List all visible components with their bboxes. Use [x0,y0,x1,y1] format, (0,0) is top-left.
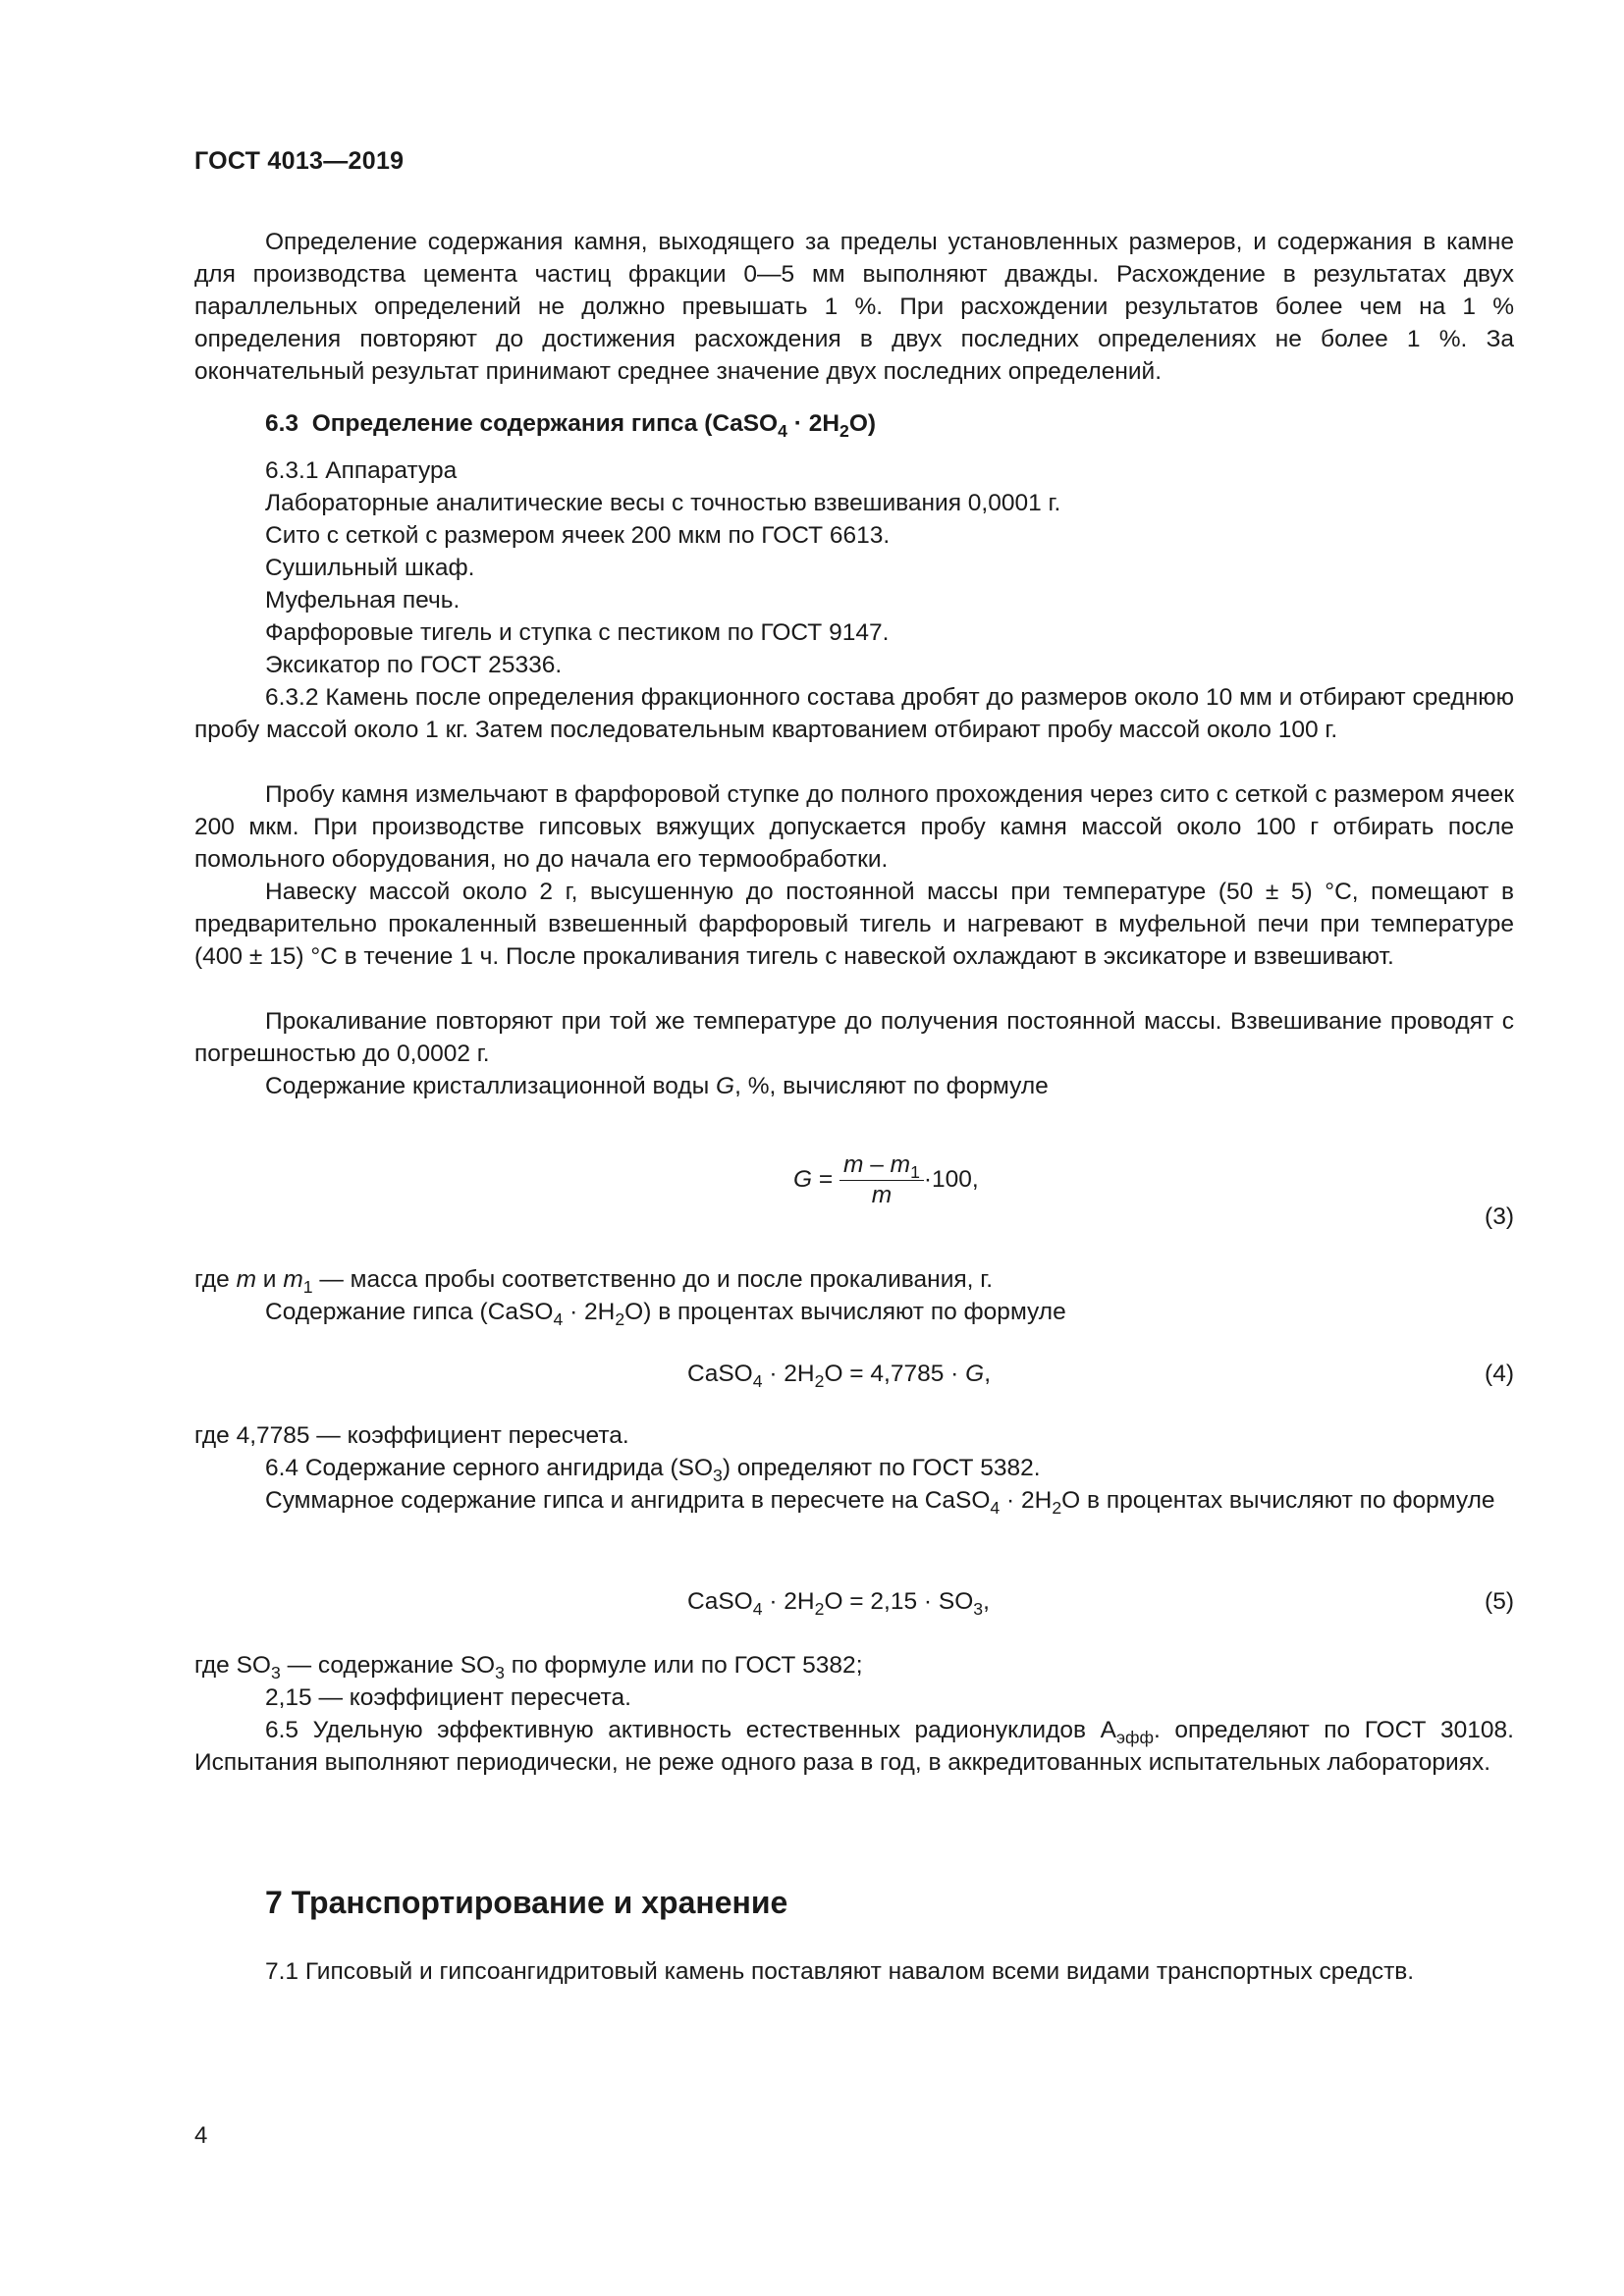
formula-3: G = $\frac{m - m_1}{m}$ ·100, [793,1151,979,1208]
formula-5-number: (5) [1485,1588,1514,1615]
where-formula-5: где $SO_3$ — содержание $SO_3$ по формуле или по ГОСТ 5382; [194,1652,863,1683]
paragraph-repeat: Прокаливание повторяют при той же температуре до получения постоянной массы. Взвешивание проводят с погрешностью до 0,0002 г. [194,1008,1514,1067]
apparatus-heading: 6.3.1 Аппаратура [265,457,458,484]
paragraph-7-1: 7.1 Гипсовый и гипсоангидритовый камень поставляют навалом всеми видами транспортных средств. [265,1958,1415,1985]
formula-3-number: (3) [1485,1203,1514,1230]
document-header: ГОСТ 4013—2019 [194,147,405,175]
apparatus-item: Лабораторные аналитические весы с точностью взвешивания 0,0001 г. [265,490,1061,516]
section-7-heading: 7 Транспортирование и хранение [265,1885,788,1920]
where-formula-3: где m и $m_1$ — масса пробы соответственно до и после прокаливания, г. [194,1266,994,1298]
paragraph-6-3-2: 6.3.2 Камень после определения фракционного состава дробят до размеров около 10 мм и отбирают среднюю пробу массой около 1 кг. Затем последовательным квартованием отбирают пробу массой около 100 г. [194,684,1514,743]
apparatus-item: Сушильный шкаф. [265,555,475,581]
section-6-3-heading: 6.3 Определение содержания гипса (CaSO$_4$ · $2H_2O$) [265,410,877,442]
formula-5: CaSO$_4$ · $2H_2O = 2,15 \cdot SO_3$, [687,1588,990,1620]
apparatus-item: Муфельная печь. [265,587,460,614]
formula-4: CaSO$_4$ · $2H_2O = 4,7785 \cdot G$, [687,1361,991,1392]
apparatus-item: Эксикатор по ГОСТ 25336. [265,652,563,678]
where-formula-4: где 4,7785 — коэффициент пересчета. [194,1422,629,1449]
formula-4-number: (4) [1485,1361,1514,1387]
paragraph-water: Содержание кристаллизационной воды G, %, вычисляют по формуле [265,1073,1049,1099]
paragraph-grinding: Пробу камня измельчают в фарфоровой ступке до полного прохождения через сито с сеткой с размером ячеек 200 мкм. При производстве гипсовых вяжущих допускается пробу камня массой около 100 г отбирать после помольного оборудования, но до начала его термообработки. [194,781,1514,873]
apparatus-item: Фарфоровые тигель и ступка с пестиком по ГОСТ 9147. [265,619,890,646]
summary-content-paragraph: Суммарное содержание гипса и ангидрита в пересчете на CaSO$_4$ · $2H_2O$ в процентах вычисляют по формуле [265,1487,1495,1519]
paragraph-weighing: Навеску массой около 2 г, высушенную до постоянной массы при температуре (50 ± 5) °С, помещают в предварительно прокаленный взвешенный фарфоровый тигель и нагревают в муфельной печи при температуре (400 ± 15) °С в течение 1 ч. После прокаливания тигель с навеской охлаждают в эксикаторе и взвешивают. [194,879,1514,970]
where-formula-5-coefficient: 2,15 — коэффициент пересчета. [265,1684,631,1711]
fraction: $\frac{m - m_1}{m}$ [839,1150,924,1210]
intro-paragraph: Определение содержания камня, выходящего за пределы установленных размеров, и содержания в камне для производства цемента частиц фракции 0—5 мм выполняют дважды. Расхождение в результатах двух параллельных определений не должно превышать 1 %. При расхождении результатов более чем на 1 % определения повторяют до достижения расхождения в двух последних определениях не более 1 %. За окончательный результат принимают среднее значение двух последних определений. [194,229,1514,385]
page-number: 4 [194,2122,208,2149]
paragraph-6-4: 6.4 Содержание серного ангидрида $(SO_3)$ определяют по ГОСТ 5382. [265,1455,1041,1486]
gypsum-content-line: Содержание гипса (CaSO$_4$ · $2H_2O$) в процентах вычисляют по формуле [265,1299,1066,1330]
apparatus-item: Сито с сеткой с размером ячеек 200 мкм по ГОСТ 6613. [265,522,891,549]
paragraph-6-5: 6.5 Удельную эффективную активность естественных радионуклидов $А_{эфф}$. определяют по ГОСТ 30108. Испытания выполняют периодически, не реже одного раза в год, в аккредитованных испытательных лабораториях. [194,1717,1514,1776]
